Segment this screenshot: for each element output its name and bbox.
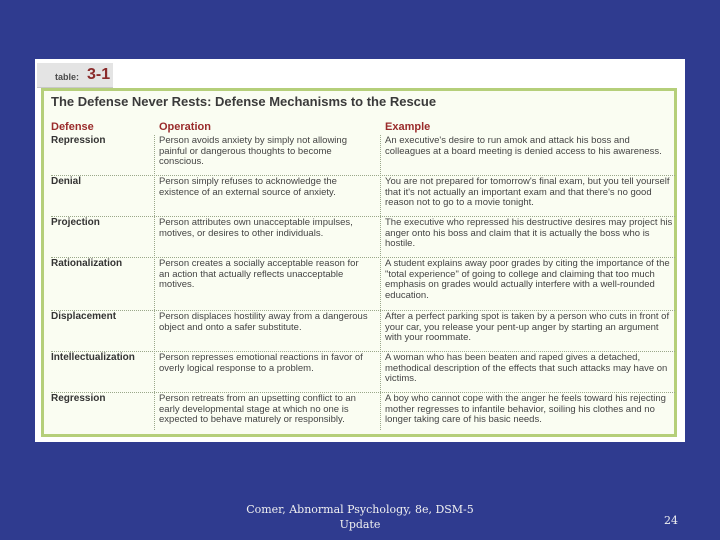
caption-line-2: Update (339, 518, 381, 531)
table-row (51, 353, 675, 393)
slide-caption (230, 502, 490, 532)
example-text: A boy who cannot cope with the anger he feels toward his rejecting mother regresses to infantile behavior, soiling his clothes and no longer taking care of his basic needs. (385, 393, 666, 425)
table-row (51, 394, 675, 431)
example-text: A student explains away poor grades by citing the importance of the "total experience" of going to college and claiming that too much emphasis on grades would actually interfere with a well-rounded education. (385, 258, 670, 301)
header-operation: Operation (159, 121, 211, 133)
defense-name: Displacement (51, 311, 117, 322)
table-row (51, 312, 675, 352)
example-text: You are not prepared for tomorrow's final exam, but you tell yourself that it's not actually an important exam and that there's no good reason not to go to a movie tonight. (385, 176, 670, 208)
table-row (51, 259, 675, 311)
example-text: An executive's desire to run amok and attack his boss and colleagues at a board meeting is denied access to his awareness. (385, 135, 662, 157)
operation-text: Person simply refuses to acknowledge the existence of an external source of anxiety. (159, 176, 337, 198)
header-defense: Defense (51, 121, 94, 133)
example-text: The executive who repressed his destructive desires may project his anger onto his boss and claim that it is actually the boss who is hostile. (385, 217, 673, 249)
caption-line-1: Comer, Abnormal Psychology, 8e, DSM-5 (246, 503, 474, 516)
operation-text: Person attributes own unacceptable impulses, motives, or desires to other individuals. (159, 217, 353, 239)
operation-text: Person retreats from an upsetting conflict to an early developmental stage at which no one is expected to behave maturely or responsibly. (159, 393, 356, 425)
table-tag-word: table: (55, 72, 80, 82)
defense-name: Repression (51, 135, 106, 146)
header-example: Example (385, 121, 431, 133)
operation-text: Person avoids anxiety by simply not allowing painful or dangerous thoughts to become conscious. (159, 135, 347, 167)
table-row (51, 136, 675, 176)
table-tag-number: 3-1 (87, 66, 111, 83)
table-row (51, 177, 675, 217)
table-tag (37, 63, 113, 88)
defense-name: Regression (51, 393, 106, 404)
table-title: The Defense Never Rests: Defense Mechanisms to the Rescue (51, 94, 437, 109)
defense-name: Denial (51, 176, 82, 187)
example-text: After a perfect parking spot is taken by a person who cuts in front of your car, you release your pent-up anger by starting an argument with your roommate. (385, 311, 670, 343)
defense-name: Projection (51, 217, 100, 228)
table-row (51, 218, 675, 258)
operation-text: Person represses emotional reactions in favor of overly logical response to a problem. (159, 352, 363, 374)
table-image (35, 59, 685, 442)
operation-text: Person creates a socially acceptable reason for an action that actually reflects unacceptable motives. (159, 258, 359, 290)
operation-text: Person displaces hostility away from a dangerous object and onto a safer substitute. (159, 311, 368, 333)
defense-name: Rationalization (51, 258, 123, 269)
defense-name: Intellectualization (51, 352, 135, 363)
page-number: 24 (664, 514, 678, 527)
example-text: A woman who has been beaten and raped gives a detached, methodical description of the effects that such attacks may have on victims. (385, 352, 668, 384)
